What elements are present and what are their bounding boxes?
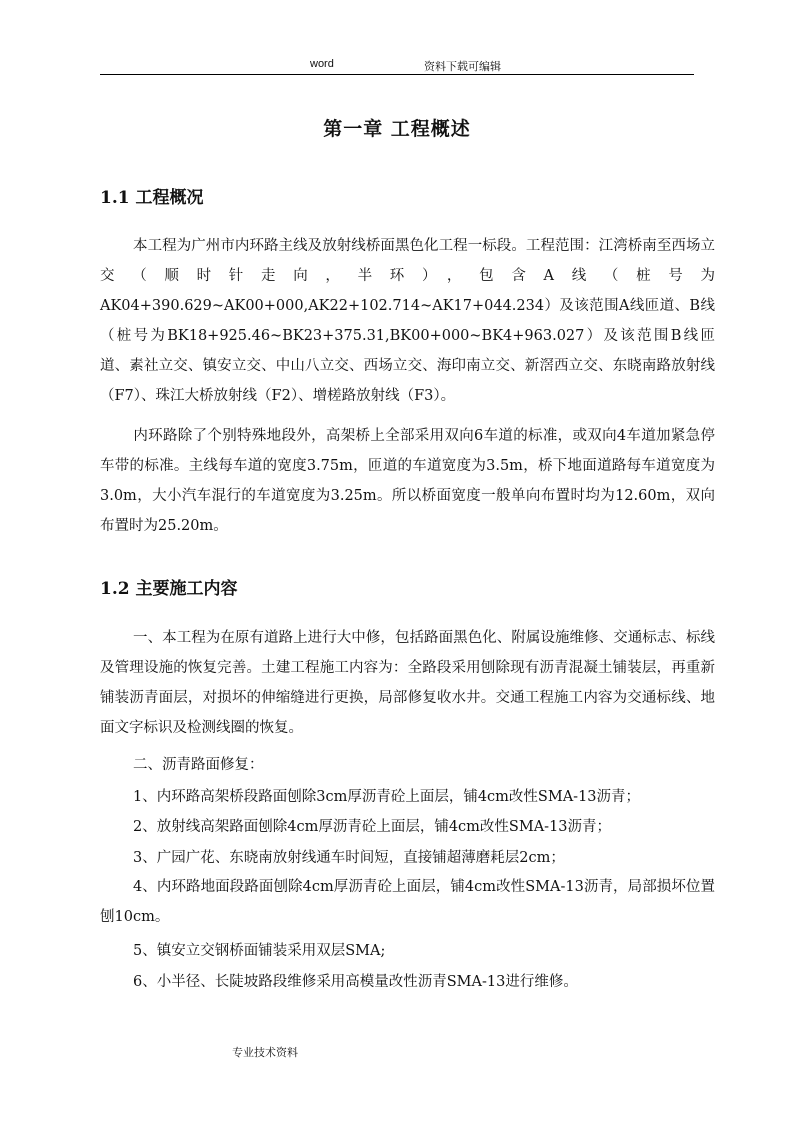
section1-paragraph-2-text: 内环路除了个别特殊地段外，高架桥上全部采用双向6车道的标准，或双向4车道加紧急停车带的标准。主线每车道的宽度3.75m，匝道的车道宽度为3.5m，桥下地面道路每车道宽度为3.0m，大小汽车混行的车道宽度为3.25m。所以桥面宽度一般单向布置时均为12.60m，双向布置时为25.20m。 [100,428,715,534]
list-item-text: 4、内环路地面段路面刨除4cm厚沥青砼上面层，铺4cm改性SMA-13沥青，局部损坏位置刨10cm。 [100,879,715,925]
section2-paragraph-1-text: 一、本工程为在原有道路上进行大中修，包括路面黑色化、附属设施维修、交通标志、标线及管理设施的恢复完善。土建工程施工内容为：全路段采用刨除现有沥青混凝土铺装层，再重新铺装沥青面层，对损坏的伸缩缝进行更换，局部修复收水井。交通工程施工内容为交通标线、地面文字标识及检测线圈的恢复。 [100,630,715,736]
section-heading-1-2: 1.2 主要施工内容 [100,579,238,599]
section1-paragraph-2 [100,421,715,541]
section1-paragraph-1 [100,231,715,411]
list-item: 5、镇安立交钢桥面铺装采用双层SMA; [133,943,386,959]
header-left-text: word [310,58,334,70]
asphalt-repair-title: 二、沥青路面修复： [133,757,264,773]
page-footer: 专业技术资料 [232,1046,298,1059]
list-item [100,872,715,932]
list-item: 1、内环路高架桥段路面刨除3cm厚沥青砼上面层，铺4cm改性SMA-13沥青； [133,789,641,805]
section2-paragraph-1 [100,623,715,743]
list-item: 6、小半径、长陡坡路段维修采用高模量改性沥青SMA-13进行维修。 [133,974,578,990]
header-divider [100,74,694,75]
header-right-text: 资料下载可编辑 [424,60,501,73]
page-header [100,58,694,74]
list-item: 2、放射线高架路面刨除4cm厚沥青砼上面层，铺4cm改性SMA-13沥青； [133,819,612,835]
list-item: 3、广园广花、东晓南放射线通车时间短，直接铺超薄磨耗层2cm； [133,850,565,866]
chapter-title: 第一章 工程概述 [323,118,471,140]
section1-paragraph-1-text: 本工程为广州市内环路主线及放射线桥面黑色化工程一标段。工程范围：江湾桥南至西场立交（顺时针走向，半环），包含A线（桩号为AK04+390.629~AK00+000,AK22+102.714~AK17+044.234）及该范围A线匝道、B线（桩号为BK18+925.46~BK23+375.31,BK00+000~BK4+963.027）及该范围B线匝道、素社立交、镇安立交、中山八立交、西场立交、海印南立交、新滘西立交、东晓南路放射线（F7）、珠江大桥放射线（F2）、增槎路放射线（F3）。 [100,238,715,404]
section-heading-1-1: 1.1 工程概况 [100,188,204,208]
